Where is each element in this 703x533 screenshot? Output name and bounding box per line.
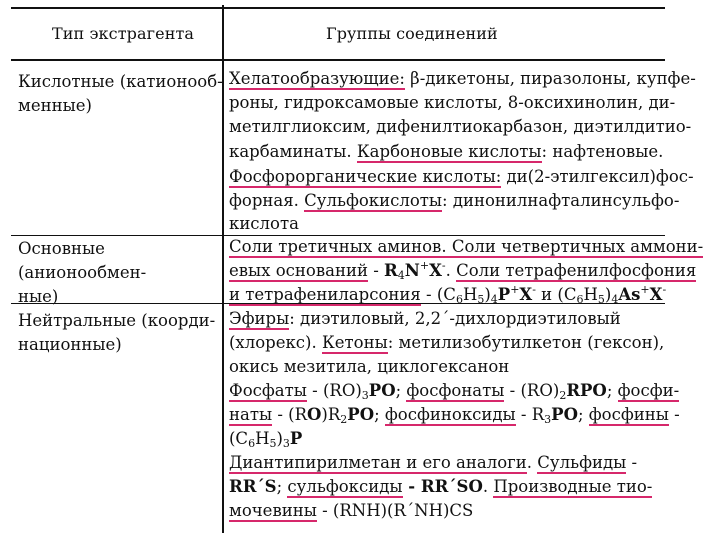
term-ketones: Кетоны [321, 333, 388, 352]
header-type: Тип экстрагента [52, 24, 195, 43]
term-tetraphenylphosphonium-salts: Соли тетрафенилфосфония [456, 261, 697, 280]
content-line: карбаминаты. Карбоновые кислоты: нафтеновые. [229, 142, 664, 161]
content-line: Фосфорорганические кислоты: ди(2-этилгексил)фос- [229, 167, 694, 186]
header-bottom-rule [11, 59, 665, 61]
content-line [229, 236, 703, 258]
term-tetraphenylarsonium: и тетрафениларсония [229, 285, 421, 304]
term-phosphinates-cont: наты [229, 405, 273, 424]
content-line: форная. Сульфокислоты: динонилнафталинсульфо- [229, 191, 680, 210]
term-ethers: Эфиры [229, 309, 290, 328]
content-line: (хлорекс). Кетоны: метилизобутилкетон (гексон), [229, 333, 665, 352]
header-groups: Группы соединений [326, 24, 498, 43]
content-line: кислота [229, 214, 299, 233]
type-line: Кислотные (катионооб- [18, 72, 223, 91]
term-carboxylic-acids: Карбоновые кислоты [356, 142, 542, 161]
content-line: Диантипирилметан и его аналоги. Сульфиды - [229, 453, 638, 472]
table-top-rule [11, 7, 665, 9]
term-chelating: Хелатообразующие: [229, 69, 405, 88]
type-line: менные) [18, 96, 92, 115]
content-line: $(C_6H_5)_3P$ [229, 429, 303, 450]
content-line: роны, гидроксамовые кислоты, 8-оксихинолин, ди- [229, 93, 676, 112]
content-line: евых оснований - $R_4N^+X^-$. Соли тетрафенилфосфония [229, 259, 697, 282]
term-organophosphorus-acids: Фосфорорганические кислоты: [229, 167, 502, 186]
term-phosphine-oxides: фосфиноксиды [384, 405, 516, 424]
term-amine-salts: Соли третичных аминов. Соли четвертичных аммони- [229, 237, 703, 256]
term-sulfides: Сульфиды [537, 453, 627, 472]
term-phosphinates: фосфи- [617, 381, 680, 400]
term-ammonium-bases: евых оснований [229, 261, 368, 280]
term-diantipyrylmethane: Диантипирилметан и его аналоги [229, 453, 527, 472]
type-line: национные) [18, 335, 122, 354]
type-line: ные) [18, 287, 59, 306]
term-sulfonic-acids: Сульфокислоты [304, 191, 443, 210]
content-line: наты - $(RO)R_2PO$; фосфиноксиды - $R_3PO$; фосфины - [229, 405, 680, 426]
content-line: метилглиоксим, дифенилтиокарбазон, диэтилдитио- [229, 117, 692, 136]
term-thiourea-derivatives-cont: мочевины [229, 501, 317, 520]
term-sulfoxides: сульфоксиды [287, 477, 403, 496]
row-type-neutral [18, 309, 223, 357]
term-thiourea-derivatives: Производные тио- [493, 477, 653, 496]
content-line: окись мезитила, циклогексанон [229, 357, 510, 376]
row-type-basic [18, 237, 223, 309]
content-line: Эфиры: диэтиловый, 2,2´-дихлордиэтиловый [229, 309, 621, 328]
content-line: Хелатообразующие: β-дикетоны, пиразолоны, купфе- [229, 69, 696, 88]
content-line: RR´S; сульфоксиды - RR´SO. Производные тио- [229, 477, 653, 496]
row-type-acidic [18, 70, 223, 118]
type-line: Нейтральные (коорди- [18, 311, 216, 330]
content-line: Фосфаты - $(RO)_3PO$; фосфонаты - $(RO)_2RPO$; фосфи- [229, 381, 680, 402]
term-phosphates: Фосфаты [229, 381, 307, 400]
term-phosphonates: фосфонаты [406, 381, 505, 400]
type-line: Основные (анионообмен- [18, 239, 147, 282]
term-phosphines: фосфины [588, 405, 669, 424]
content-line: и тетрафениларсония - $(C_6H_5)_4P^+X^-$ и $(C_6H_5)_4As^+X^-$ [229, 283, 667, 306]
content-line: мочевины - (RNH)(R´NH)CS [229, 501, 474, 520]
